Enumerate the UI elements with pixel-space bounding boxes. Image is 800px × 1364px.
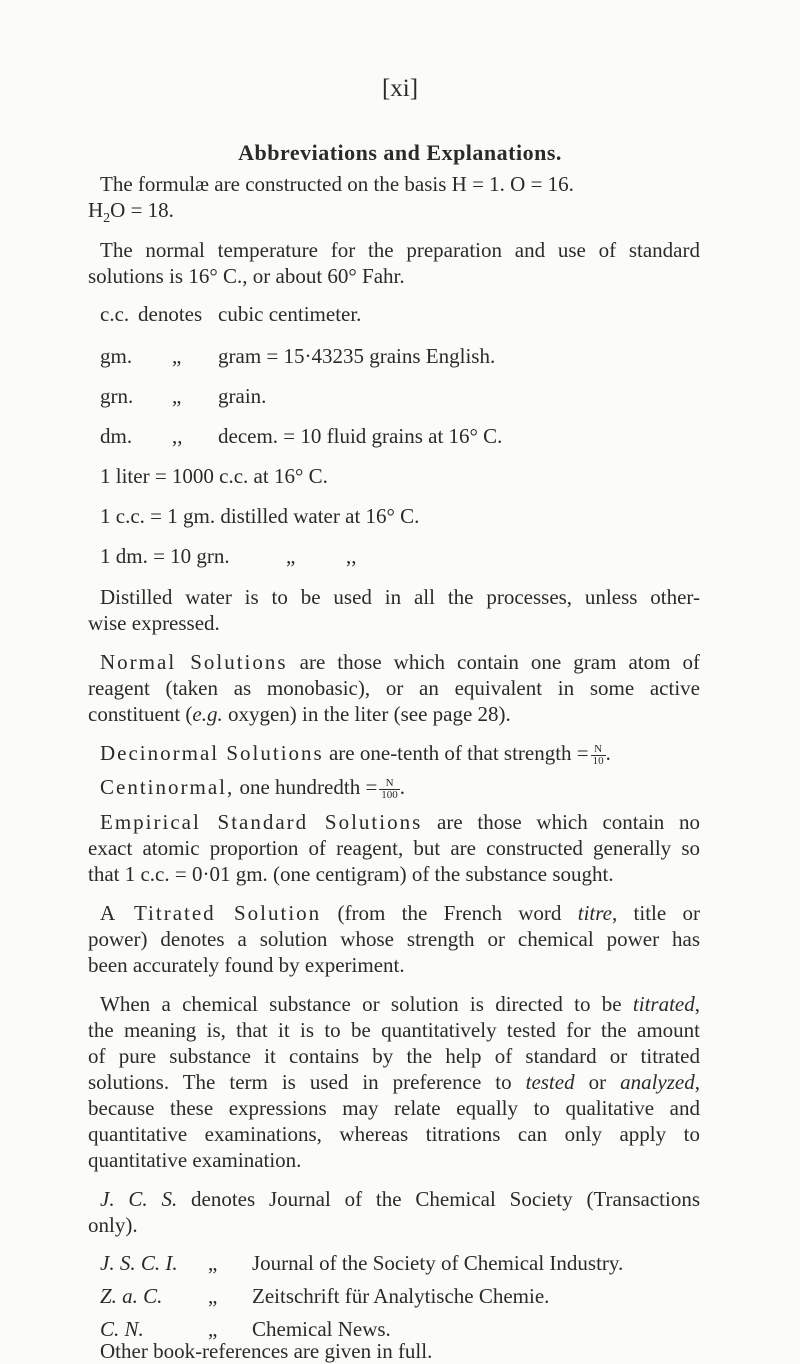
page-heading: Abbreviations and Explanations. [238,140,562,165]
titre-word: titre [577,901,612,925]
journal-ditto: „ [208,1251,218,1275]
jcs-rest: denotes Journal of the Chemical Society (Transactions [191,1187,701,1211]
page-number: [xi] [381,75,419,102]
dm-ditto-1: „ [286,544,296,568]
decinormal-rest: are one-tenth of that strength = [328,741,589,765]
normal-line-1 [100,649,700,675]
basis-line-1: The formulæ are constructed on the basis H = 1. O = 16. [100,172,574,196]
journal-name: Zeitschrift für Analytische Chemie. [252,1284,550,1308]
abbrev-term: grn. [100,384,134,408]
temperature-line-1: The normal temperature for the preparation and use of standard [100,238,700,262]
fraction-n-over-10 [591,744,606,767]
chemical-line-1-a: When a chemical substance or solution is directed to be [100,992,622,1016]
journal-name: Chemical News. [252,1317,391,1341]
analyzed-word: analyzed [620,1070,695,1094]
dm-equivalence-text: 1 dm. = 10 grn. [100,544,230,568]
titrated-line-3: been accurately found by experiment. [88,953,405,977]
chemical-line-4-a: solutions. The term is used in preference to [88,1070,512,1094]
chemical-line-6: quantitative examinations, whereas titrations can only apply to [88,1122,700,1146]
fraction-numerator: N [591,744,606,756]
distilled-line-2: wise expressed. [88,611,220,635]
journal-ditto: „ [208,1317,218,1341]
temperature-line-2: solutions is 16° C., or about 60° Fahr. [88,264,405,288]
titrated-line-2: power) denotes a solution whose strength or chemical power has [88,927,700,951]
chemical-line-1 [100,991,700,1017]
decinormal-end: . [605,741,611,765]
abbrev-term: c.c. [100,302,130,326]
titrated-line-1-a: (from the French word [337,901,562,925]
abbrev-ditto: denotes [138,302,203,326]
abbrev-definition: grain. [218,384,267,408]
other-references: Other book-references are given in full. [100,1339,433,1363]
normal-line-2: reagent (taken as monobasic), or an equivalent in some active [88,676,700,700]
empirical-term: Empirical Standard Solutions [100,810,423,834]
jcs-abbrev: J. C. S. [100,1187,178,1211]
journal-abbrev: Z. a. C. [100,1284,163,1308]
normal-line-3 [88,701,511,727]
chemical-line-4-b: , [694,1070,700,1094]
equivalence-cc: 1 c.c. = 1 gm. distilled water at 16° C. [100,504,420,528]
chemical-line-4 [88,1069,700,1095]
h2o-subscript: 2 [103,211,111,227]
centinormal-line [100,774,405,801]
titrated-word: titrated [632,992,695,1016]
equivalence-liter: 1 liter = 1000 c.c. at 16° C. [100,464,328,488]
normal-solutions-term: Normal Solutions [100,650,288,674]
chemical-line-2: the meaning is, that it is to be quantitatively tested for the amount [88,1018,700,1042]
empirical-line-1 [100,809,700,835]
journal-ditto: „ [208,1284,218,1308]
chemical-line-5: because these expressions may relate equally to qualitative and [88,1096,700,1120]
basis-line-2 [88,197,174,232]
centinormal-rest: one hundredth = [239,775,378,799]
empirical-line-3: that 1 c.c. = 0·01 gm. (one centigram) of the substance sought. [88,862,614,886]
fraction-denominator: 10 [592,754,604,767]
h2o-suffix: O = 18. [110,198,174,222]
fraction-numerator: N [379,778,400,790]
empirical-line-1-rest: are those which contain no [437,810,701,834]
journal-abbrev: J. S. C. I. [100,1251,178,1275]
eg-abbrev: e.g. [192,702,223,726]
fraction-denominator: 100 [381,788,398,801]
abbrev-definition: gram = 15·43235 grains English. [218,344,496,368]
abbrev-ditto: ,, [172,424,183,448]
or-word: or [588,1070,607,1094]
dm-ditto-2: ,, [346,544,357,568]
distilled-line-1: Distilled water is to be used in all the processes, unless other- [100,585,700,609]
fraction-n-over-100 [379,778,400,801]
decinormal-term: Decinormal Solutions [100,741,324,765]
jcs-line-1 [100,1186,700,1212]
empirical-line-2: exact atomic proportion of reagent, but are constructed generally so [88,836,700,860]
jcs-line-2: only). [88,1213,138,1237]
normal-line-1-rest: are those which contain one gram atom of [299,650,701,674]
abbrev-ditto: „ [172,384,182,408]
journal-abbrev: C. N. [100,1317,144,1341]
abbrev-definition: cubic centimeter. [218,302,362,326]
titrated-solution-term: A Titrated Solution [100,901,322,925]
abbrev-definition: decem. = 10 fluid grains at 16° C. [218,424,503,448]
decinormal-line [100,740,611,767]
centinormal-end: . [399,775,406,799]
chemical-line-1-b: , [694,992,700,1016]
titrated-line-1 [100,900,700,926]
abbrev-term: dm. [100,424,133,448]
centinormal-term: Centinormal, [100,775,235,799]
abbrev-term: gm. [100,344,133,368]
normal-line-3-a: constituent ( [88,702,193,726]
tested-word: tested [525,1070,575,1094]
chemical-line-7: quantitative examination. [88,1148,302,1172]
normal-line-3-b: oxygen) in the liter (see page 28). [222,702,511,726]
titrated-line-1-b: , title or [611,901,701,925]
chemical-line-3: of pure substance it contains by the help of standard or titrated [88,1044,700,1068]
h2o-prefix: H [88,198,104,222]
journal-name: Journal of the Society of Chemical Industry. [252,1251,624,1275]
abbrev-ditto: „ [172,344,182,368]
